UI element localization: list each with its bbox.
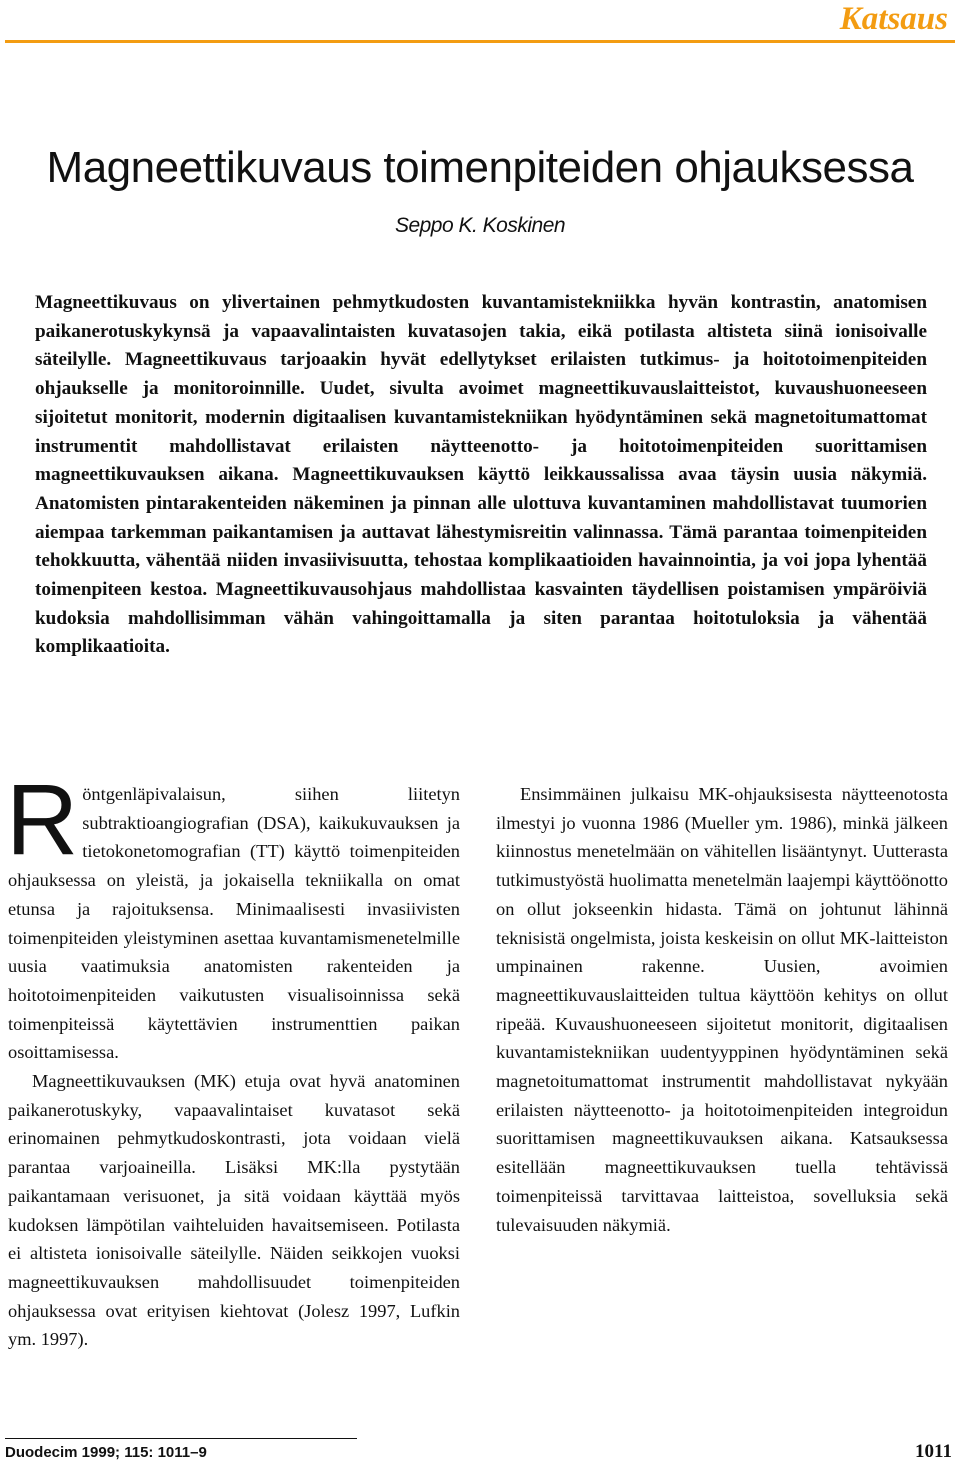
section-label: Katsaus (839, 1, 948, 37)
page-number: 1011 (915, 1441, 952, 1462)
left-column (6, 764, 460, 1354)
footer-rule (5, 1438, 357, 1439)
left-paragraph-1 (6, 764, 460, 1067)
left-paragraph-2: Magneettikuvauksen (MK) etuja ovat hyvä anatominen paikanerotuskyky, vapaavalintaiset kuvatasot sekä erinomainen pehmytkudoskontrasti, jota voidaan vielä parantaa varjoaineilla. Lisäksi MK:lla pystytään paikantamaan verisuonet, ja sitä voidaan käyttää myös kudoksen lämpötilan vaihteluiden havaitsemiseen. Potilasta ei altisteta ionisoivalle säteilylle. Näiden seikkojen vuoksi magneettikuvauksen mahdollisuudet toimenpiteiden ohjauksessa ovat erityisen kiehtovat (Jolesz 1997, Lufkin ym. 1997). (8, 1071, 460, 1350)
article-title: Magneettikuvaus toimenpiteiden ohjauksessa (46, 143, 914, 192)
header-rule (5, 40, 955, 43)
article-abstract: Magneettikuvaus on ylivertainen pehmytkudosten kuvantamistekniikka hyvän kontrastin, anatomisen paikanerotuskykynsä ja vapaavalintaisten kuvatasojen takia, eikä potilasta altisteta siinä ionisoivalle säteilylle. Magneettikuvaus tarjoaakin hyvät edellytykset erilaisten tutkimus- ja hoitotoimenpiteiden ohjaukselle ja monitoroinnille. Uudet, sivulta avoimet magneettikuvauslaitteistot, kuvaushuoneeseen sijoitetut monitorit, modernin digitaalisen kuvantamistekniikan hyödyntäminen sekä magnetoitumattomat instrumentit mahdollistavat erilaisten näytteenotto- ja hoitotoimenpiteiden suorittamisen magneettikuvauksen aikana. Magneettikuvauksen käyttö leikkaussalissa avaa täysin uusia näkymiä. Anatomisten pintarakenteiden näkeminen ja pinnan alle ulottuva kuvantaminen mahdollistavat tuumorien aiempaa tarkemman paikantamisen ja auttavat lähestymisreitin valinnassa. Tämä parantaa toimenpiteiden tehokkuutta, vähentää niiden invasiivisuutta, tehostaa komplikaatioiden havainnointia, ja voi jopa lyhentää toimenpiteen kestoa. Magneettikuvausohjaus mahdollistaa kasvainten täydellisen poistamisen ympäröiviä kudoksia mahdollisimman vähän vahingoittamalla ja siten parantaa hoitotuloksia ja vähentää komplikaatioita. (35, 292, 927, 658)
right-column (496, 780, 948, 1239)
drop-cap: R (6, 764, 79, 876)
left-paragraph-1-text: öntgenläpivalaisun, siihen liitetyn subtraktioangiografian (DSA), kaikukuvauksen ja tietokonetomografian (TT) käyttö toimenpiteiden ohjauksessa on yleistä, ja jokaisella tekniikalla on omat etunsa ja rajoituksensa. Minimaalisesti invasiivisten toimenpiteiden yleistyminen asettaa kuvantamismenetelmille uusia vaatimuksia anatomisten rakenteiden ja hoitotoimenpiteiden vaikutusten visualisoinnissa sekä toimenpiteissä käytettävien instrumenttien paikan osoittamisessa. (8, 784, 460, 1063)
right-paragraph-1: Ensimmäinen julkaisu MK-ohjauksisesta näytteenotosta ilmestyi jo vuonna 1986 (Mueller ym. 1986), minkä jälkeen kiinnostus menetelmään on vähitellen lisääntynyt. Uutterasta tutkimustyöstä huolimatta menetelmän laajempi käyttöönotto on ollut jokseenkin hidasta. Tämä on johtunut lähinnä teknisistä ongelmista, joista keskeisin on ollut MK-laitteiston umpinainen rakenne. Uusien, avoimien magneettikuvauslaitteiden tultua käyttöön kehitys on ollut ripeää. Kuvaushuoneeseen sijoitetut monitorit, digitaalisen kuvantamistekniikan uudentyyppinen hyödyntäminen sekä magnetoitumattomat instrumentit mahdollistavat nykyään erilaisten näytteenotto- ja hoitotoimenpiteiden integroidun suorittamisen magneettikuvauksen aikana. Katsauksessa esitellään magneettikuvauksen tuella tehtävissä toimenpiteissä tarvittavaa laitteistoa, sovelluksia sekä tulevaisuuden näkymiä. (496, 784, 948, 1235)
footer-citation: Duodecim 1999; 115: 1011–9 (5, 1444, 207, 1461)
article-author: Seppo K. Koskinen (394, 214, 566, 237)
